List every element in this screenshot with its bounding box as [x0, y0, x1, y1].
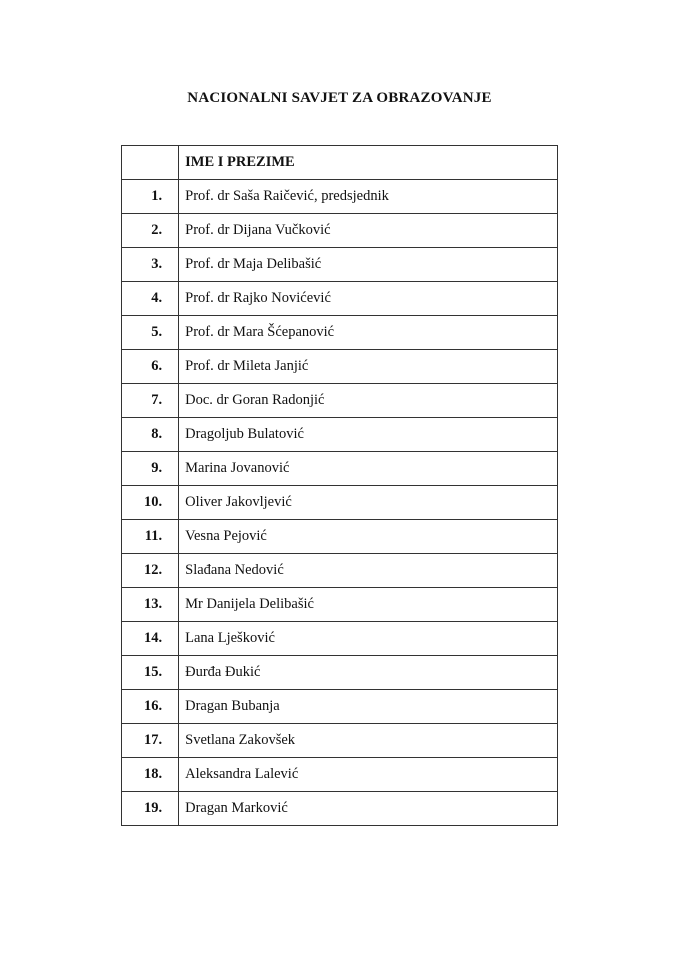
row-number: 13. — [122, 588, 179, 622]
table-row — [122, 282, 558, 316]
table-row — [122, 384, 558, 418]
table-row — [122, 758, 558, 792]
member-name: Đurđa Đukić — [179, 656, 558, 690]
table-row — [122, 690, 558, 724]
row-number: 15. — [122, 656, 179, 690]
table-row — [122, 350, 558, 384]
table-header-row — [122, 146, 558, 180]
member-name: Prof. dr Mara Šćepanović — [179, 316, 558, 350]
member-name: Dragoljub Bulatović — [179, 418, 558, 452]
row-number: 9. — [122, 452, 179, 486]
member-name: Prof. dr Dijana Vučković — [179, 214, 558, 248]
row-number: 5. — [122, 316, 179, 350]
member-name: Prof. dr Rajko Novićević — [179, 282, 558, 316]
table-row — [122, 724, 558, 758]
member-name: Prof. dr Saša Raičević, predsjednik — [179, 180, 558, 214]
table-row — [122, 214, 558, 248]
row-number: 2. — [122, 214, 179, 248]
table-row — [122, 520, 558, 554]
table-row — [122, 180, 558, 214]
member-name: Slađana Nedović — [179, 554, 558, 588]
table-row — [122, 792, 558, 826]
row-number: 3. — [122, 248, 179, 282]
member-name: Prof. dr Maja Delibašić — [179, 248, 558, 282]
row-number: 16. — [122, 690, 179, 724]
member-name: Lana Lješković — [179, 622, 558, 656]
row-number: 8. — [122, 418, 179, 452]
members-table — [121, 145, 558, 826]
name-column-header: IME I PREZIME — [179, 146, 558, 180]
member-name: Mr Danijela Delibašić — [179, 588, 558, 622]
row-number: 4. — [122, 282, 179, 316]
table-row — [122, 588, 558, 622]
row-number: 7. — [122, 384, 179, 418]
member-name: Dragan Bubanja — [179, 690, 558, 724]
row-number: 17. — [122, 724, 179, 758]
table-row — [122, 418, 558, 452]
member-name: Aleksandra Lalević — [179, 758, 558, 792]
table-row — [122, 486, 558, 520]
row-number: 19. — [122, 792, 179, 826]
member-name: Vesna Pejović — [179, 520, 558, 554]
document-title: NACIONALNI SAVJET ZA OBRAZOVANJE — [187, 90, 492, 106]
number-column-header — [122, 146, 179, 180]
table-row — [122, 622, 558, 656]
table-row — [122, 452, 558, 486]
member-name: Oliver Jakovljević — [179, 486, 558, 520]
member-name: Svetlana Zakovšek — [179, 724, 558, 758]
member-name: Doc. dr Goran Radonjić — [179, 384, 558, 418]
member-name: Prof. dr Mileta Janjić — [179, 350, 558, 384]
row-number: 14. — [122, 622, 179, 656]
member-name: Dragan Marković — [179, 792, 558, 826]
row-number: 11. — [122, 520, 179, 554]
member-name: Marina Jovanović — [179, 452, 558, 486]
table-row — [122, 554, 558, 588]
row-number: 12. — [122, 554, 179, 588]
row-number: 18. — [122, 758, 179, 792]
row-number: 1. — [122, 180, 179, 214]
row-number: 10. — [122, 486, 179, 520]
row-number: 6. — [122, 350, 179, 384]
table-row — [122, 316, 558, 350]
table-row — [122, 248, 558, 282]
table-row — [122, 656, 558, 690]
